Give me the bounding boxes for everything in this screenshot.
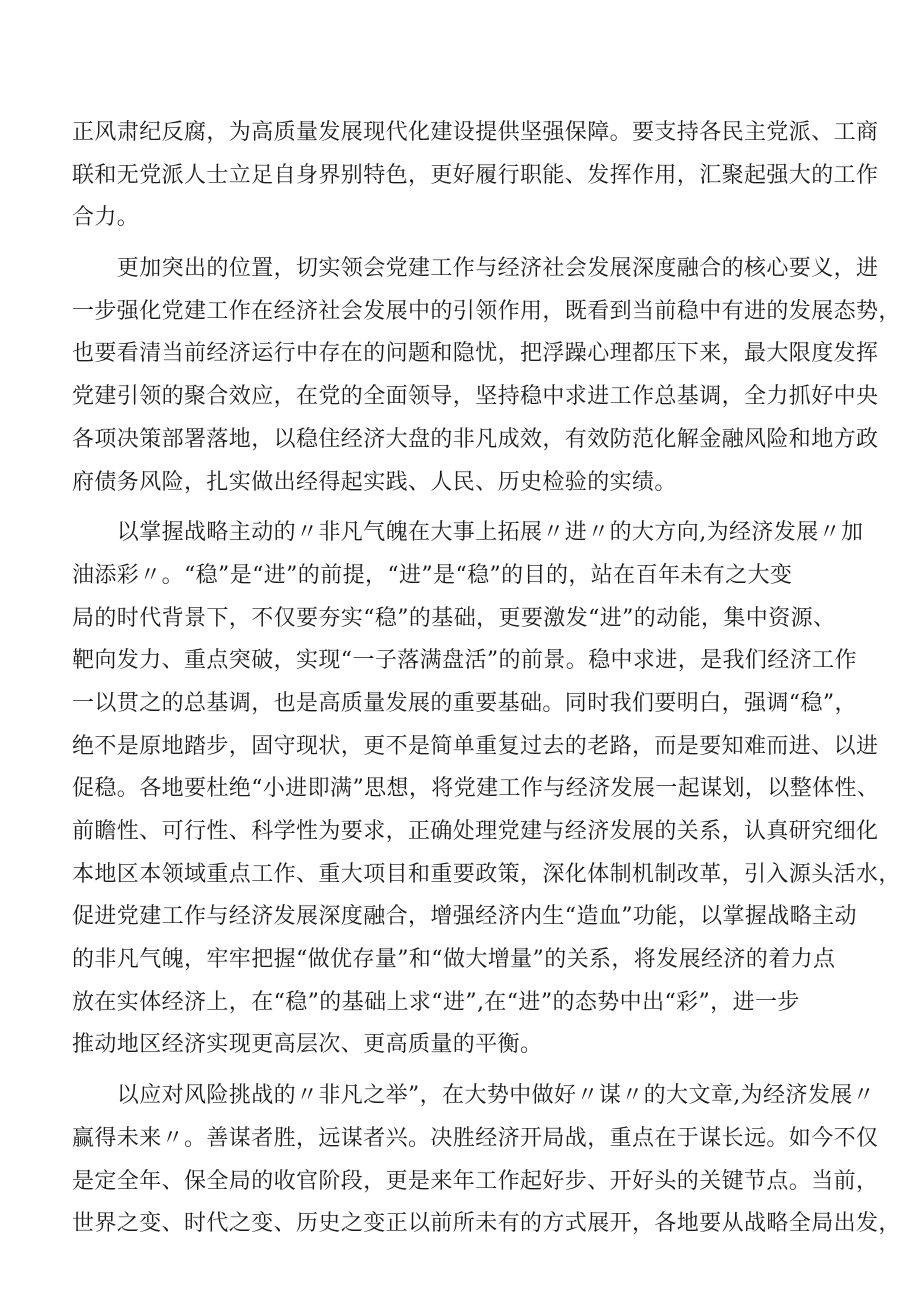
text-line: 合力。: [72, 205, 140, 231]
text-line: 促进党建工作与经济发展深度融合，增强经济内生“造血”功能，以掌握战略主动: [72, 904, 857, 930]
paragraph-4: [72, 1075, 901, 1246]
paragraph-gap: [72, 1067, 856, 1075]
text-line: 推动地区经济实现更高层次、更高质量的平衡。: [72, 1032, 543, 1058]
paragraph-1: [72, 112, 879, 240]
text-line: 油添彩〃。“稳”是“进”的前提，“进”是“稳”的目的，站在百年未有之大变: [72, 562, 793, 588]
text-line: 是定全年、保全局的收官阶段，更是来年工作起好步、开好头的关键节点。当前，: [72, 1168, 879, 1194]
text-line: 更加突出的位置，切实领会党建工作与经济社会发展深度融合的核心要义，进: [72, 256, 879, 282]
paragraph-2: [72, 248, 901, 504]
text-line: 绝不是原地踏步，固守现状，更不是简单重复过去的老路，而是要知难而进、以进: [72, 733, 879, 759]
text-line: 党建引领的聚合效应，在党的全面领导，坚持稳中求进工作总基调，全力抓好中央: [72, 384, 879, 410]
text-line: 世界之变、时代之变、历史之变正以前所未有的方式展开，各地要从战略全局出发，: [72, 1211, 901, 1237]
text-line: 以应对风险挑战的〃非凡之举”，在大势中做好〃谋〃的大文章,为经济发展〃: [72, 1083, 876, 1109]
text-line: 放在实体经济上，在“稳”的基础上求“进”,在“进”的态势中出“彩”，进一步: [72, 989, 800, 1015]
text-line: 也要看清当前经济运行中存在的问题和隐忧，把浮躁心理都压下来，最大限度发挥: [72, 341, 879, 367]
text-line: 正风肃纪反腐，为高质量发展现代化建设提供坚强保障。要支持各民主党派、工商: [72, 120, 879, 145]
paragraph-gap: [72, 240, 856, 248]
text-line: 一以贯之的总基调，也是高质量发展的重要基础。同时我们要明白，强调“稳”，: [72, 690, 857, 716]
text-line: 府债务风险，扎实做出经得起实践、人民、历史检验的实绩。: [72, 469, 677, 495]
text-line: 促稳。各地要杜绝“小进即满”思想，将党建工作与经济发展一起谋划，以整体性、: [72, 776, 880, 802]
paragraph-3: [72, 512, 901, 1067]
text-line: 赢得未来〃。善谋者胜，远谋者兴。决胜经济开局战，重点在于谋长远。如今不仅: [72, 1125, 879, 1151]
text-line: 局的时代背景下，不仅要夯实“稳”的基础，更要激发“进”的动能，集中资源、: [72, 605, 836, 631]
text-line: 本地区本领域重点工作、重大项目和重要政策，深化体制机制改革，引入源头活水，: [72, 861, 901, 887]
text-line: 以掌握战略主动的〃非凡气魄在大事上拓展〃进〃的大方向,为经济发展〃加: [72, 520, 864, 546]
text-line: 的非凡气魄，牢牢把握“做优存量”和“做大增量”的关系，将发展经济的着力点: [72, 947, 836, 973]
text-line: 联和无党派人士立足自身界别特色，更好履行职能、发挥作用，汇聚起强大的工作: [72, 162, 879, 188]
paragraph-gap: [72, 504, 856, 512]
text-line: 前瞻性、可行性、科学性为要求，正确处理党建与经济发展的关系，认真研究细化: [72, 819, 879, 844]
text-line: 各项决策部署落地，以稳住经济大盘的非凡成效，有效防范化解金融风险和地方政: [72, 426, 879, 452]
text-line: 一步强化党建工作在经济社会发展中的引领作用，既看到当前稳中有进的发展态势，: [72, 298, 901, 324]
document-body: [72, 112, 901, 1246]
text-line: 靶向发力、重点突破，实现“一子落满盘活”的前景。稳中求进，是我们经济工作: [72, 648, 857, 674]
